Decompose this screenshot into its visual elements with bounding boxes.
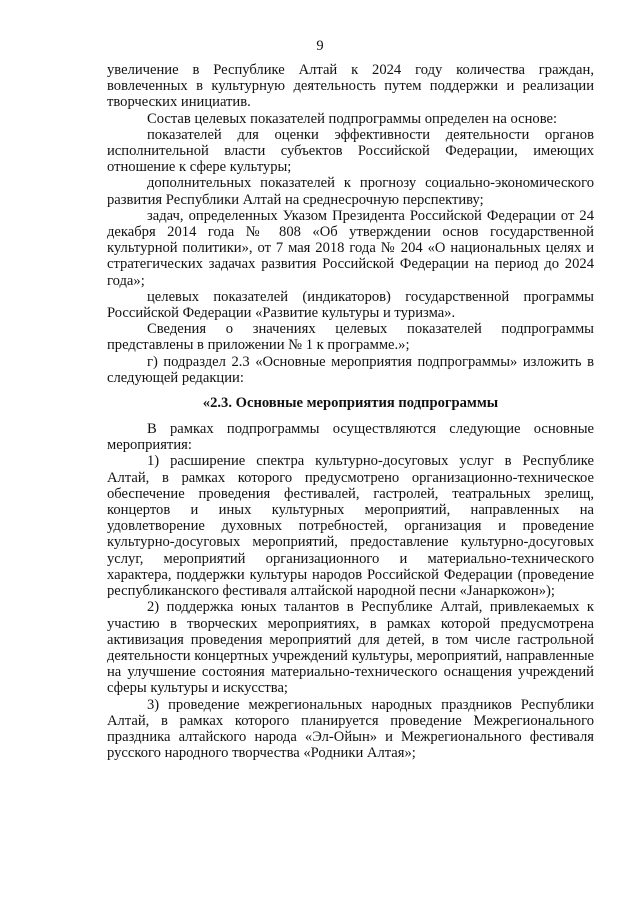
document-body [107, 62, 594, 761]
section-heading: «2.3. Основные мероприятия подпрограммы [202, 395, 499, 412]
paragraph: г) подраздел 2.3 «Основные мероприятия подпрограммы» изложить в следующей редакции: [107, 353, 594, 386]
paragraph: задач, определенных Указом Президента Российской Федерации от 24 декабря 2014 года № 808 «Об утверждении основ государственной культурной политики», от 7 мая 2018 года № 204 «О национальных целях и стратегических задачах развития Российской Федерации на период до 2024 года»; [107, 207, 594, 289]
paragraph: Сведения о значениях целевых показателей подпрограммы представлены в приложении № 1 к программе.»; [107, 321, 594, 354]
paragraph: дополнительных показателей к прогнозу социально-экономического развития Республики Алтай на среднесрочную перспективу; [107, 175, 594, 208]
page-number: 9 [316, 38, 324, 54]
paragraph: 1) расширение спектра культурно-досуговых услуг в Республике Алтай, в рамках которого предусмотрено организационно-техническое обеспечение проведения фестивалей, гастролей, театральных зрелищ, концертов и иных культурных мероприятий, направленных на удовлетворение духовных потребностей, организация и проведение культурно-досуговых мероприятий, предоставление культурно-досуговых услуг, мероприятий организационного и материально-технического характера, поддержки культуры народов Российской Федерации (проведение республиканского фестиваля алтайской народной песни «Jанаркожон»); [107, 453, 594, 600]
paragraph: целевых показателей (индикаторов) государственной программы Российской Федерации «Развитие культуры и туризма». [107, 288, 594, 322]
paragraph: Состав целевых показателей подпрограммы определен на основе: [147, 110, 558, 127]
paragraph: 3) проведение межрегиональных народных праздников Республики Алтай, в рамках которого планируется проведение Межрегионального праздника алтайского народа «Эл-Ойын» и Межрегионального фестиваля русского народного творчества «Родники Алтая»; [107, 696, 594, 762]
paragraph: увеличение в Республике Алтай к 2024 году количества граждан, вовлеченных в культурную деятельность путем поддержки и реализации творческих инициатив. [107, 62, 594, 111]
paragraph: показателей для оценки эффективности деятельности органов исполнительной власти субъектов Российской Федерации, имеющих отношение к сфере культуры; [107, 126, 594, 176]
paragraph: В рамках подпрограммы осуществляются следующие основные мероприятия: [107, 421, 594, 454]
paragraph: 2) поддержка юных талантов в Республике Алтай, привлекаемых к участию в творческих мероприятиях, в рамках которой предусмотрена активизация проведения мероприятий для детей, в том числе гастрольной деятельности концертных учреждений культуры, мероприятий, направленные на улучшение состояния материально-технического оснащения учреждений сферы культуры и искусства; [107, 599, 594, 697]
